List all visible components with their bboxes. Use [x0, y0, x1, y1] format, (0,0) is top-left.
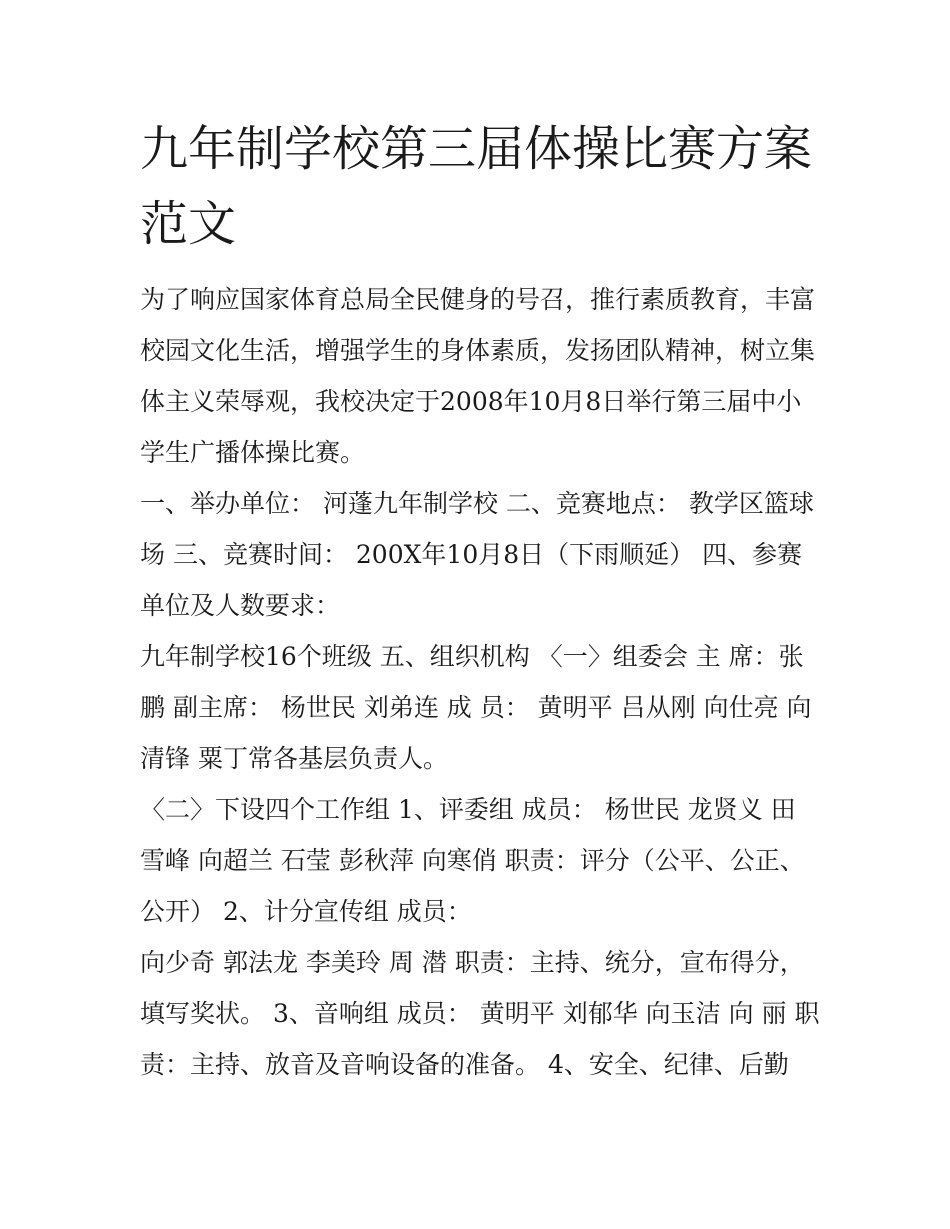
paragraph-intro: 为了响应国家体育总局全民健身的号召，推行素质教育，丰富校园文化生活，增强学生的身体素质，发扬团队精神，树立集体主义荣辱观，我校决定于2008年10月8日举行第三届中小学生广播体操比赛。 — [140, 285, 816, 467]
document-title: 九年制学校第三届体操比赛方案范文 — [140, 121, 813, 252]
paragraph-organizing-committee: 九年制学校16个班级 五、组织机构 〈一〉组委会 主 席：张鹏 副主席： 杨世民 刘弟连 成 员： 黄明平 吕从刚 向仕亮 向清锋 粟丁常各基层负责人。 — [140, 642, 812, 773]
paragraph-organizer-venue-time: 一、举办单位： 河蓬九年制学校 二、竞赛地点： 教学区篮球场 三、竞赛时间： 200X年10月8日（下雨顺延） 四、参赛单位及人数要求： — [140, 489, 814, 620]
paragraph-working-groups: 〈二〉下设四个工作组 1、评委组 成员： 杨世民 龙贤义 田雪峰 向超兰 石莹 彭秋萍 向寒俏 职责：评分（公平、公正、公开） 2、计分宣传组 成员： — [140, 795, 805, 926]
document-body — [140, 274, 820, 1090]
paragraph-scoring-audio: 向少奇 郭法龙 李美玲 周 潜 职责：主持、统分，宣布得分，填写奖状。 3、音响组 成员： 黄明平 刘郁华 向玉洁 向 丽 职责：主持、放音及音响设备的准备。 4、安全、纪律、后勤 — [140, 948, 820, 1079]
